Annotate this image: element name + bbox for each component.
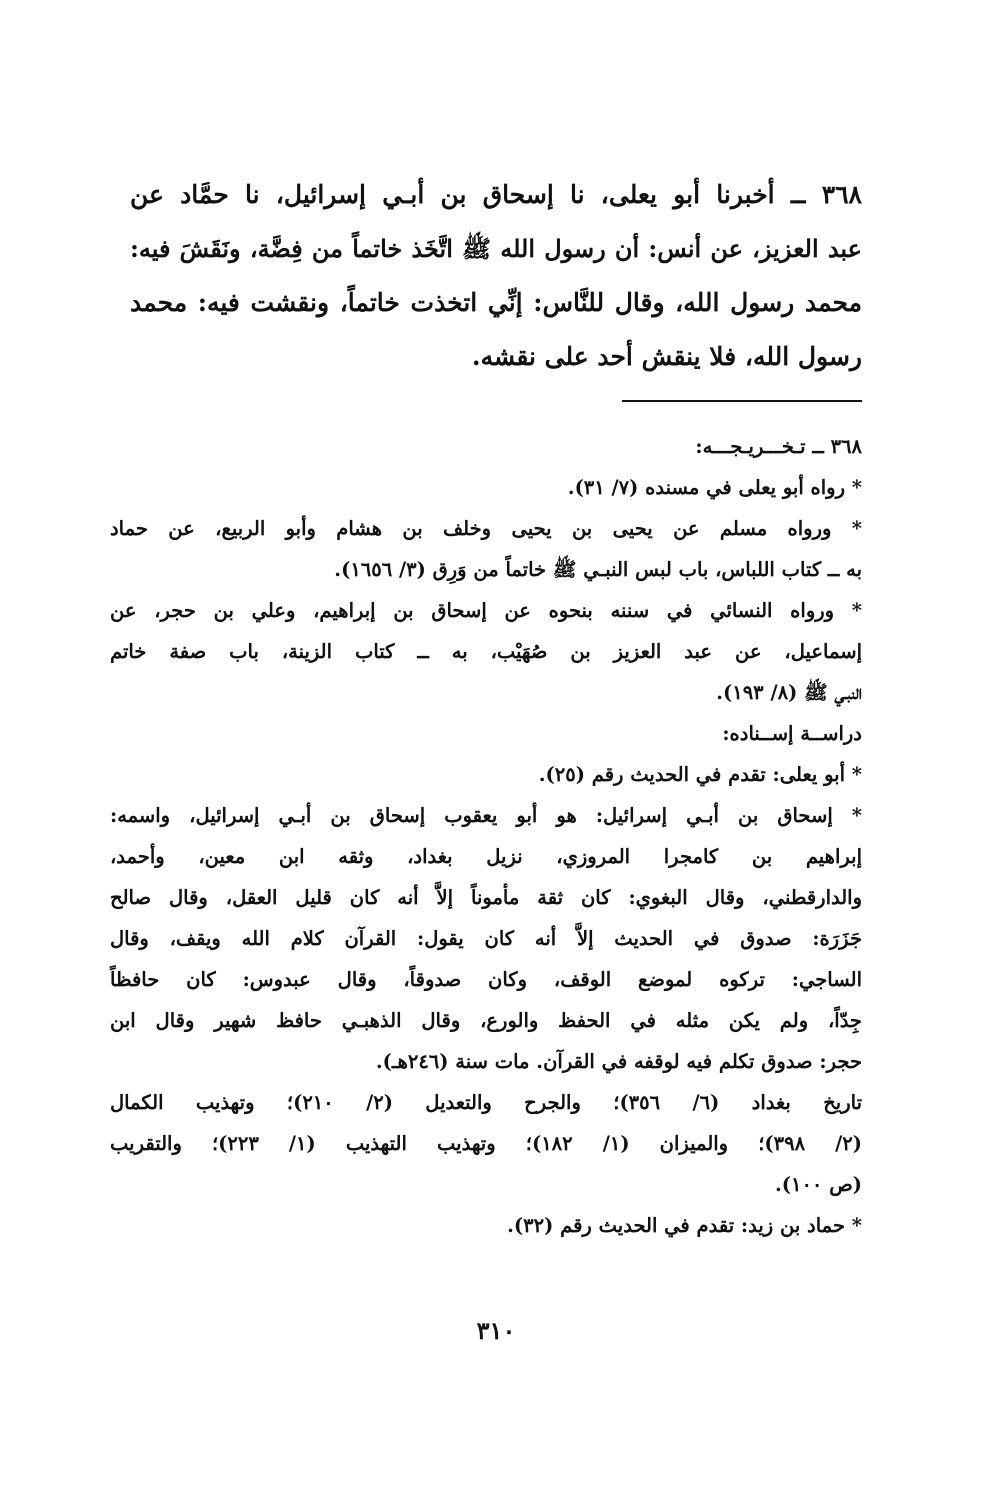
hadith-text [130, 168, 862, 384]
footnote-line: (٢/ ٣٩٨)؛ والميزان (١/ ١٨٢)؛ وتهذيب التهذيب (١/ ٢٢٣)؛ والتقريب [110, 1132, 862, 1155]
footnote-heading-isnad: دراســة إســناده: [722, 722, 862, 745]
page-number: ٣١٠ [476, 1316, 516, 1345]
hadith-line: ٣٦٨ ــ أخبرنا أبو يعلى، نا إسحاق بن أبـي إسرائيل، نا حمَّاد عن [130, 180, 862, 209]
footnote-line: حجر: صدوق تكلم فيه لوقفه في القرآن. مات سنة (٢٤٦هـ). [375, 1050, 862, 1073]
footnote-line: تاريخ بغداد (٦/ ٣٥٦)؛ والجرح والتعديل (٢/ ٢١٠)؛ وتهذيب الكمال [110, 1091, 863, 1114]
footnote-line: * ورواه النسائي في سننه بنحوه عن إسحاق بن إبراهيم، وعلي بن حجر، عن [110, 599, 862, 622]
footnote-line: النبـي ﷺ (٨/ ١٩٣). [716, 681, 862, 704]
footnote-heading-takhrij: ٣٦٨ ــ تـخـــريـجـــه: [695, 435, 862, 458]
footnote-line: * إسحاق بن أبـي إسرائيل: هو أبو يعقوب إسحاق بن أبـي إسرائيل، واسمه: [110, 804, 862, 827]
footnote-line: (ص ١٠٠). [774, 1173, 862, 1196]
footnotes [110, 426, 862, 1246]
footnote-line: إسماعيل، عن عبد العزيز بن صُهَيْب، به ــ كتاب الزينة، باب صفة خاتم [110, 640, 862, 663]
footnote-line: به ــ كتاب اللباس، باب لبس النبـي ﷺ خاتماً من وَرِق (٣/ ١٦٥٦). [334, 558, 862, 581]
footnote-line: الساجي: تركوه لموضع الوقف، وكان صدوقاً، وقال عبدوس: كان حافظاً [110, 968, 862, 991]
footnote-line: * رواه أبو يعلى في مسنده (٧/ ٣١). [567, 476, 862, 499]
footnote-line: * حماد بن زيد: تقدم في الحديث رقم (٣٢). [507, 1214, 862, 1237]
footnote-line: * ورواه مسلم عن يحيى بن يحيى وخلف بن هشام وأبو الربيع، عن حماد [110, 517, 862, 540]
footnote-line: إبراهيم بن كامجرا المروزي، نزيل بغداد، وثقه ابن معين، وأحمد، [110, 845, 862, 868]
footnote-line: والدارقطني، وقال البغوي: كان ثقة مأموناً إلاَّ أنه كان قليل العقل، وقال صالح [110, 886, 862, 909]
hadith-line: رسول الله، فلا ينقش أحد على نقشه. [471, 342, 862, 371]
footnote-line: * أبو يعلى: تقدم في الحديث رقم (٢٥). [538, 763, 862, 786]
hadith-line: عبد العزيز، عن أنس: أن رسول الله ﷺ اتَّخَذ خاتماً من فِضَّة، ونَقَشَ فيه: [130, 234, 862, 263]
footnote-divider [622, 400, 862, 402]
footnote-line: جَزَرَة: صدوق في الحديث إلاَّ أنه كان يقول: القرآن كلام الله ويقف، وقال [110, 927, 862, 950]
hadith-line: محمد رسول الله، وقال للنَّاس: إنِّي اتخذت خاتماً، ونقشت فيه: محمد [130, 288, 862, 317]
footnote-line: جِدّاً، ولم يكن مثله في الحفظ والورع، وقال الذهبـي حافظ شهير وقال ابن [110, 1009, 862, 1032]
